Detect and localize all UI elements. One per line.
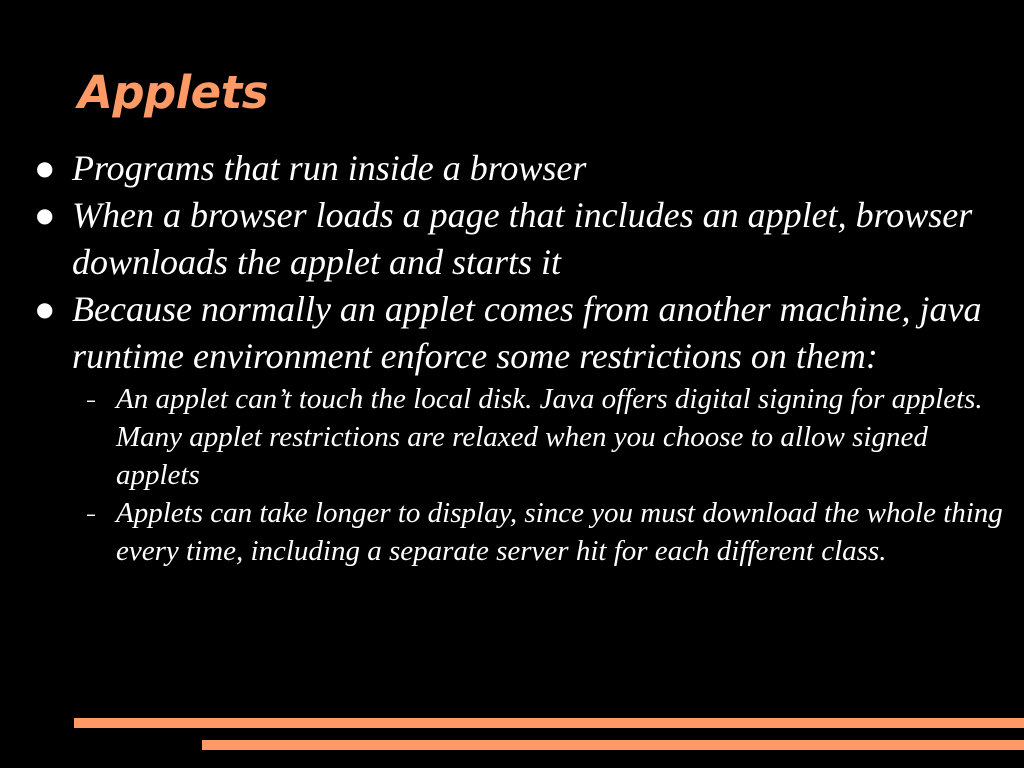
sub-bullet-item xyxy=(0,380,1024,494)
bullet-dot-icon: ● xyxy=(36,203,54,227)
sub-bullet-text: An applet can’t touch the local disk. Java offers digital signing for applets. Many applet restrictions are relaxed when you choose to allow signed applets xyxy=(116,383,983,491)
sub-bullet-text: Applets can take longer to display, since you must download the whole thing every time, including a separate server hit for each different class. xyxy=(116,497,1003,567)
bullet-dot-icon: ● xyxy=(36,297,54,321)
bullet-text: Programs that run inside a browser xyxy=(72,148,587,188)
accent-bar-bottom xyxy=(202,740,1024,750)
accent-bar-top xyxy=(74,718,1024,728)
sub-bullet-item xyxy=(0,494,1024,570)
dash-icon: – xyxy=(86,502,96,526)
bullet-dot-icon: ● xyxy=(36,156,54,180)
sub-bullet-list xyxy=(0,380,1024,570)
bullet-list xyxy=(0,145,1024,570)
bullet-item xyxy=(0,192,1024,286)
slide-title: Applets xyxy=(78,66,268,119)
sub-bullet-group xyxy=(0,380,1024,570)
bullet-item xyxy=(0,286,1024,380)
bullet-item xyxy=(0,145,1024,192)
bullet-text: Because normally an applet comes from another machine, java runtime environment enforce some restrictions on them: xyxy=(72,289,982,376)
bullet-text: When a browser loads a page that includes an applet, browser downloads the applet and starts it xyxy=(72,195,973,282)
dash-icon: – xyxy=(86,388,96,412)
